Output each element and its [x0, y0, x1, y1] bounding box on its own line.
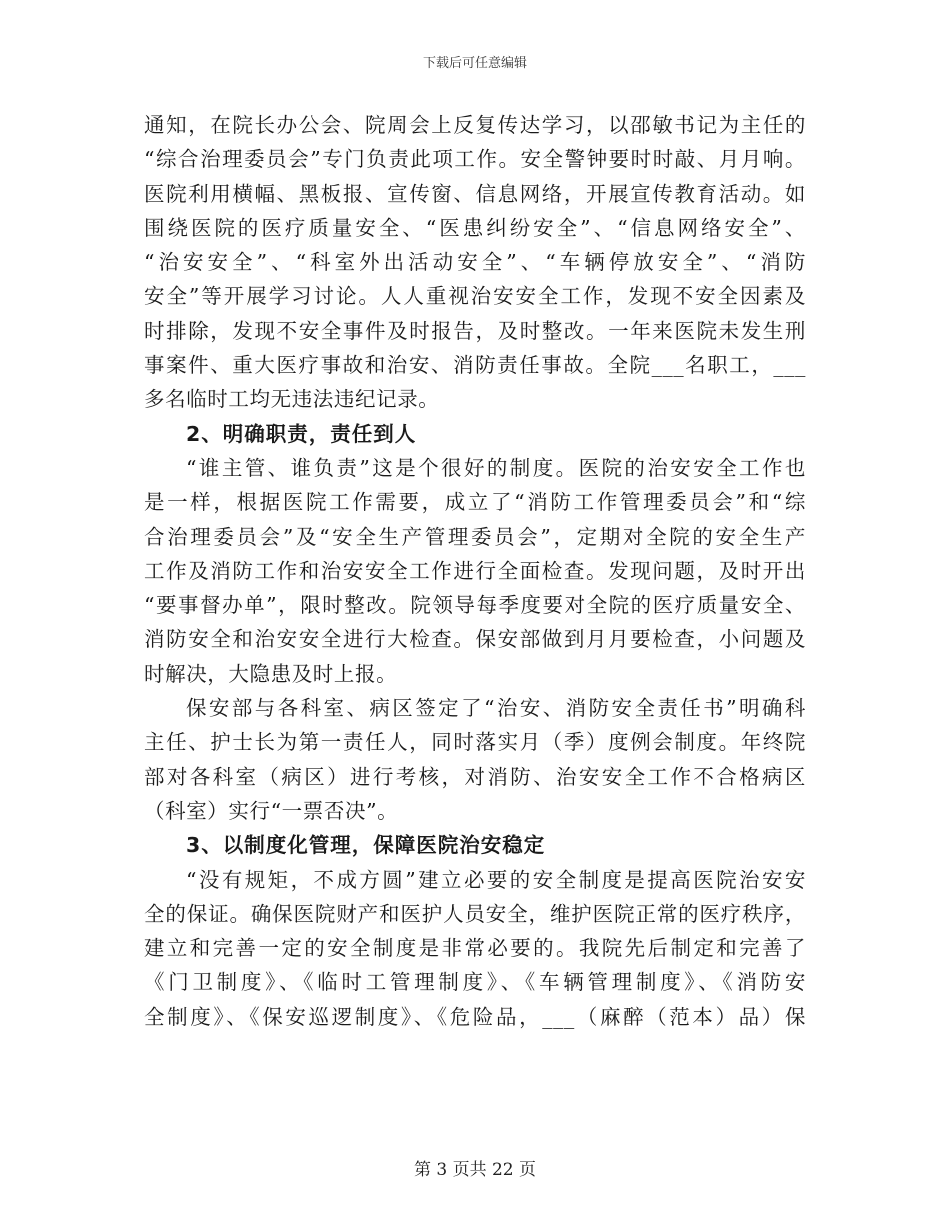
page-header: 下载后可任意编辑 — [422, 56, 527, 71]
paragraph-line: 通知，在院长办公会、院周会上反复传达学习，以邵敏书记为主任的 — [144, 113, 806, 137]
paragraph-line: 医院利用横幅、黑板报、宣传窗、信息网络，开展宣传教育活动。如 — [144, 181, 806, 206]
paragraph-line: 是一样，根据医院工作需要，成立了“消防工作管理委员会”和“综 — [144, 490, 806, 515]
paragraph-line: “综合治理委员会”专门负责此项工作。安全警钟要时时敲、月月响。 — [144, 147, 806, 172]
section-heading: 2、明确职责，责任到人 — [186, 421, 417, 446]
paragraph-line: 合治理委员会”及“安全生产管理委员会”，定期对全院的安全生产 — [144, 524, 806, 549]
document-body — [144, 108, 806, 1034]
paragraph-line: 时排除，发现不安全事件及时报告，及时整改。一年来医院未发生刑 — [144, 318, 806, 343]
paragraph-line: 工作及消防工作和治安安全工作进行全面检查。发现问题，及时开出 — [144, 558, 806, 583]
paragraph-line: 全制度》、《保安巡逻制度》、《危险品，___（麻醉（范本）品）保 — [144, 1004, 806, 1029]
paragraph-line: 主任、护士长为第一责任人，同时落实月（季）度例会制度。年终院 — [144, 730, 806, 755]
paragraph-line: 部对各科室（病区）进行考核，对消防、治安安全工作不合格病区 — [144, 764, 806, 789]
paragraph-line: 建立和完善一定的安全制度是非常必要的。我院先后制定和完善了 — [144, 936, 806, 961]
paragraph-line: 围绕医院的医疗质量安全、“医患纠纷安全”、“信息网络安全”、 — [144, 215, 806, 240]
paragraph-line: 全的保证。确保医院财产和医护人员安全，维护医院正常的医疗秩序， — [144, 901, 806, 926]
paragraph-line: 时解决，大隐患及时上报。 — [144, 661, 398, 686]
paragraph-line: 《门卫制度》、《临时工管理制度》、《车辆管理制度》、《消防安 — [144, 970, 806, 995]
page-footer: 第 3 页共 22 页 — [413, 1160, 537, 1180]
paragraph-line: 消防安全和治安安全进行大检查。保安部做到月月要检查，小问题及 — [144, 627, 806, 652]
paragraph-line: “谁主管、谁负责”这是个很好的制度。医院的治安安全工作也 — [186, 455, 806, 480]
paragraph-line: “要事督办单”，限时整改。院领导每季度要对全院的医疗质量安全、 — [144, 593, 806, 618]
paragraph-line: （科室）实行“一票否决”。 — [144, 798, 399, 823]
paragraph-line: 安全”等开展学习讨论。人人重视治安安全工作，发现不安全因素及 — [144, 284, 806, 309]
paragraph-line: 事案件、重大医疗事故和治安、消防责任事故。全院___名职工，___ — [144, 353, 806, 378]
paragraph-line: 多名临时工均无违法违纪记录。 — [144, 387, 440, 412]
paragraph-line: “治安安全”、“科室外出活动安全”、“车辆停放安全”、“消防 — [144, 250, 806, 275]
paragraph-line: “没有规矩，不成方圆”建立必要的安全制度是提高医院治安安 — [186, 867, 806, 892]
section-heading: 3、以制度化管理，保障医院治安稳定 — [186, 833, 546, 858]
paragraph-line: 保安部与各科室、病区签定了“治安、消防安全责任书”明确科 — [186, 696, 806, 721]
